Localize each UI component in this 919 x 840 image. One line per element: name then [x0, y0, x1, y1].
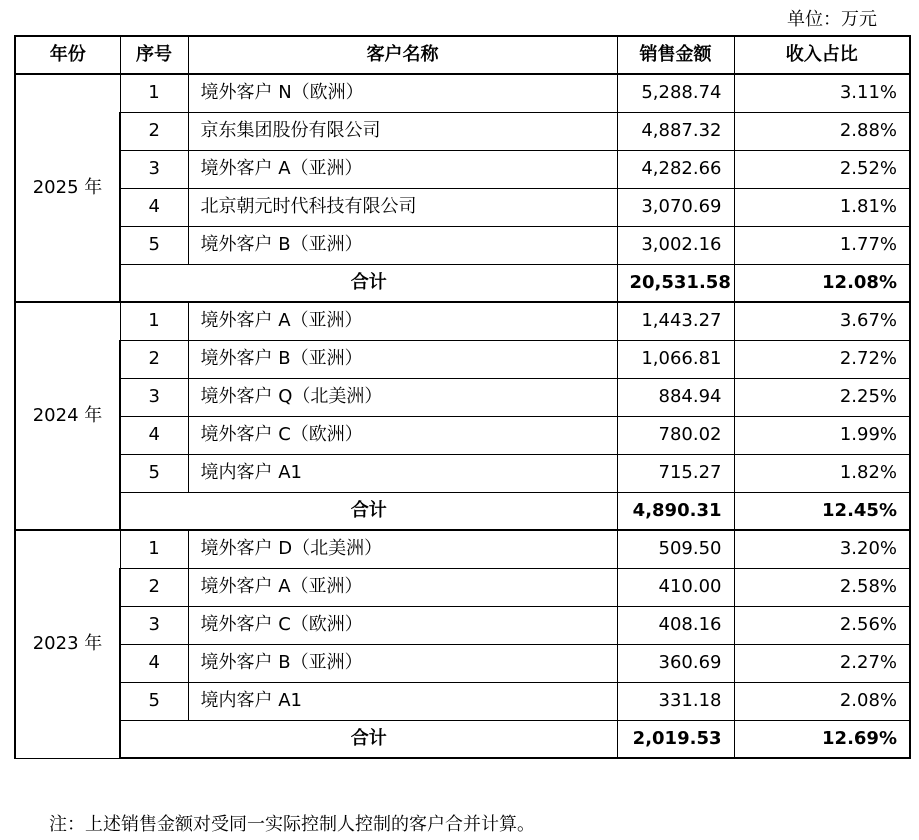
share-cell: 1.81% [734, 188, 910, 226]
total-row [15, 720, 910, 758]
customer-cell: 境内客户 A1 [188, 682, 617, 720]
total-row [15, 264, 910, 302]
header-share: 收入占比 [734, 36, 910, 74]
share-cell: 3.67% [734, 302, 910, 340]
index-cell: 1 [120, 530, 188, 568]
table-row [15, 112, 910, 150]
index-cell: 2 [120, 112, 188, 150]
total-sales-cell: 20,531.58 [617, 264, 734, 302]
index-cell: 4 [120, 644, 188, 682]
sales-cell: 3,002.16 [617, 226, 734, 264]
customer-cell: 境外客户 N（欧洲） [188, 74, 617, 112]
customer-cell: 境外客户 A（亚洲） [188, 150, 617, 188]
share-cell: 2.25% [734, 378, 910, 416]
header-sales: 销售金额 [617, 36, 734, 74]
year-cell: 2025 年 [15, 74, 120, 302]
total-sales-cell: 4,890.31 [617, 492, 734, 530]
index-cell: 3 [120, 378, 188, 416]
sales-cell: 780.02 [617, 416, 734, 454]
customer-cell: 境外客户 B（亚洲） [188, 644, 617, 682]
index-cell: 1 [120, 302, 188, 340]
table-row [15, 606, 910, 644]
total-share-cell: 12.69% [734, 720, 910, 758]
index-cell: 1 [120, 74, 188, 112]
table-row [15, 226, 910, 264]
customer-cell: 境外客户 C（欧洲） [188, 416, 617, 454]
sales-cell: 360.69 [617, 644, 734, 682]
customer-cell: 北京朝元时代科技有限公司 [188, 188, 617, 226]
sales-cell: 408.16 [617, 606, 734, 644]
sales-cell: 884.94 [617, 378, 734, 416]
table-row [15, 74, 910, 112]
table-row [15, 302, 910, 340]
table-row [15, 340, 910, 378]
header-row [15, 36, 910, 74]
index-cell: 3 [120, 150, 188, 188]
header-year: 年份 [15, 36, 120, 74]
share-cell: 2.56% [734, 606, 910, 644]
total-label: 合计 [120, 492, 617, 530]
table-row [15, 150, 910, 188]
customer-cell: 京东集团股份有限公司 [188, 112, 617, 150]
customer-cell: 境外客户 Q（北美洲） [188, 378, 617, 416]
sales-cell: 410.00 [617, 568, 734, 606]
sales-cell: 4,282.66 [617, 150, 734, 188]
index-cell: 5 [120, 682, 188, 720]
index-cell: 4 [120, 416, 188, 454]
sales-cell: 715.27 [617, 454, 734, 492]
customer-cell: 境外客户 B（亚洲） [188, 226, 617, 264]
customer-cell: 境外客户 D（北美洲） [188, 530, 617, 568]
header-customer: 客户名称 [188, 36, 617, 74]
year-group [15, 74, 910, 302]
customer-cell: 境内客户 A1 [188, 454, 617, 492]
table-row [15, 416, 910, 454]
total-label: 合计 [120, 264, 617, 302]
share-cell: 2.58% [734, 568, 910, 606]
table-row [15, 530, 910, 568]
sales-cell: 5,288.74 [617, 74, 734, 112]
table-row [15, 568, 910, 606]
customer-cell: 境外客户 A（亚洲） [188, 302, 617, 340]
customer-cell: 境外客户 C（欧洲） [188, 606, 617, 644]
index-cell: 2 [120, 568, 188, 606]
total-label: 合计 [120, 720, 617, 758]
index-cell: 5 [120, 226, 188, 264]
year-cell: 2023 年 [15, 530, 120, 758]
sales-cell: 331.18 [617, 682, 734, 720]
share-cell: 2.88% [734, 112, 910, 150]
header-index: 序号 [120, 36, 188, 74]
table-row [15, 682, 910, 720]
share-cell: 1.77% [734, 226, 910, 264]
sales-cell: 3,070.69 [617, 188, 734, 226]
year-group [15, 530, 910, 758]
table-row [15, 188, 910, 226]
index-cell: 3 [120, 606, 188, 644]
table-row [15, 378, 910, 416]
index-cell: 2 [120, 340, 188, 378]
customer-cell: 境外客户 B（亚洲） [188, 340, 617, 378]
footnote: 注：上述销售金额对受同一实际控制人控制的客户合并计算。 [49, 814, 535, 835]
table-row [15, 644, 910, 682]
sales-cell: 1,066.81 [617, 340, 734, 378]
share-cell: 1.82% [734, 454, 910, 492]
sales-cell: 4,887.32 [617, 112, 734, 150]
total-share-cell: 12.08% [734, 264, 910, 302]
table-row [15, 454, 910, 492]
unit-label: 单位：万元 [787, 9, 877, 30]
share-cell: 1.99% [734, 416, 910, 454]
index-cell: 5 [120, 454, 188, 492]
top-customers-table [14, 35, 911, 759]
total-sales-cell: 2,019.53 [617, 720, 734, 758]
share-cell: 3.20% [734, 530, 910, 568]
index-cell: 4 [120, 188, 188, 226]
share-cell: 2.27% [734, 644, 910, 682]
total-share-cell: 12.45% [734, 492, 910, 530]
share-cell: 3.11% [734, 74, 910, 112]
total-row [15, 492, 910, 530]
year-cell: 2024 年 [15, 302, 120, 530]
share-cell: 2.72% [734, 340, 910, 378]
year-group [15, 302, 910, 530]
sales-cell: 509.50 [617, 530, 734, 568]
share-cell: 2.08% [734, 682, 910, 720]
customer-cell: 境外客户 A（亚洲） [188, 568, 617, 606]
share-cell: 2.52% [734, 150, 910, 188]
sales-cell: 1,443.27 [617, 302, 734, 340]
